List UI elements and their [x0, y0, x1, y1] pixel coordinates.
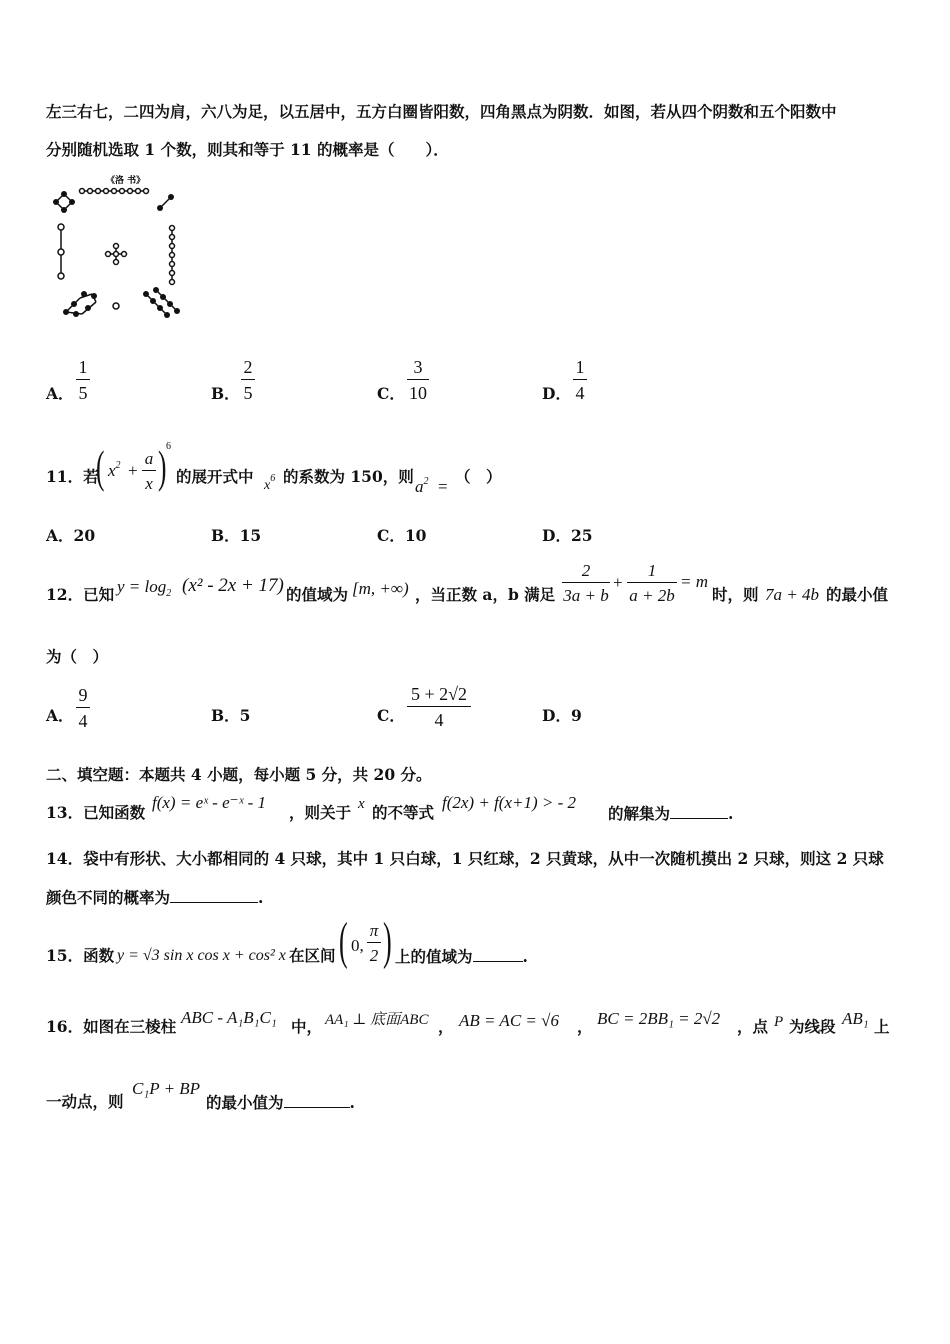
- q10-line2: 分别随机选取 1 个数，则其和等于 11 的概率是（ ）．: [46, 140, 449, 159]
- q14-answer-blank[interactable]: [170, 889, 258, 903]
- q15-answer-blank[interactable]: [473, 948, 523, 962]
- q11-expr-plus: +: [128, 461, 138, 480]
- q12-option-d[interactable]: D．9: [542, 706, 582, 725]
- q16-comma1: ，: [438, 1017, 454, 1036]
- q12-range: [m, +∞): [352, 579, 409, 598]
- q10-line1: 左三右七，二四为肩，六八为足，以五居中，五方白圈皆阳数，四角黑点为阴数．如图，若从四个阴数和五个阳数中: [46, 102, 837, 121]
- q11-text-a: 的展开式中: [176, 467, 254, 486]
- figure-title: 《洛 书》: [106, 176, 146, 186]
- q16-text-c: 为线段: [789, 1017, 836, 1036]
- q10-option-b-value: 2 5: [241, 358, 255, 402]
- q15-func: y = √3 sin x cos x + cos² x: [117, 947, 286, 964]
- q11-option-d[interactable]: D．25: [542, 526, 593, 545]
- q12-text-c: 时，则: [712, 585, 759, 604]
- q12-option-c-value: 5 + 2√2 4: [407, 685, 471, 729]
- q16-text-a: 中，: [291, 1017, 323, 1036]
- q13-answer-blank[interactable]: [670, 805, 728, 819]
- q12-frac1: 2 3a + b: [563, 561, 609, 605]
- q11-rparen: ): [158, 441, 167, 492]
- q15-rparen: ): [383, 913, 392, 970]
- q10-option-c-value: 3 10: [409, 357, 427, 403]
- q12-text-b: ，当正数 a，b 满足: [415, 585, 556, 604]
- q10-option-c[interactable]: C．: [377, 384, 405, 403]
- q12-line2: 为（ ）: [46, 647, 109, 666]
- q11-option-a[interactable]: A．20: [46, 526, 96, 545]
- section-2-title: 二、填空题：本题共 4 小题，每小题 5 分，共 20 分。: [46, 765, 432, 784]
- q11-expr-frac: a x: [142, 450, 156, 492]
- q16-eq2: BC = 2BB₁ = 2√2: [597, 1009, 721, 1028]
- q12-text-d: 的最小值: [826, 585, 889, 604]
- q11-option-b[interactable]: B．15: [211, 526, 262, 545]
- q12-func: $y = \log_2$: [117, 577, 172, 599]
- luoshu-figure: [46, 172, 196, 322]
- q11-a2: $a^2$: [415, 476, 429, 496]
- q15-lparen: (: [339, 913, 348, 970]
- q13-prefix: 13．已知函数: [46, 803, 146, 822]
- q11-expr-x: $x^2$: [108, 460, 121, 480]
- q16-text-d: 上: [874, 1017, 890, 1036]
- q13-text-b: 的不等式: [372, 803, 435, 822]
- q13-text-c: 的解集为 .: [608, 804, 734, 823]
- q12-plus: +: [613, 573, 623, 592]
- q12-option-a[interactable]: A．: [46, 706, 74, 725]
- q12-option-b[interactable]: B．5: [211, 706, 251, 725]
- q16-comma2: ，: [577, 1017, 593, 1036]
- q16-line2a: 一动点，则: [46, 1092, 124, 1111]
- q15-interval-open: 0,: [351, 936, 364, 955]
- q11-lparen: (: [96, 441, 105, 492]
- q16-text-b: ，点: [737, 1017, 769, 1036]
- q12-prefix: 12．已知: [46, 585, 115, 604]
- q10-option-a[interactable]: A．: [46, 384, 74, 403]
- q14-line1: 14．袋中有形状、大小都相同的 4 只球，其中 1 只白球，1 只红球，2 只黄球，从中一次随机摸出 2 只球，则这 2 只球: [46, 849, 884, 868]
- q11-eq: =: [438, 477, 448, 496]
- q15-text-a: 在区间: [289, 946, 336, 965]
- q12-expr: 7a + 4b: [765, 585, 819, 604]
- q12-frac2: 1 a + 2b: [627, 562, 677, 604]
- q11-option-c[interactable]: C．10: [377, 526, 427, 545]
- q15-prefix: 15．函数: [46, 946, 115, 965]
- q13-ineq: f(2x) + f(x+1) > - 2: [442, 793, 577, 812]
- q11-x6: $x^6$: [264, 473, 276, 493]
- q16-perp: AA₁ ⊥ 底面ABC: [325, 1012, 429, 1028]
- q12-option-c[interactable]: C．: [377, 706, 405, 725]
- q10-option-d[interactable]: D．: [542, 384, 571, 403]
- q10-option-b[interactable]: B．: [211, 384, 240, 403]
- q12-arg: (x² - 2x + 17): [182, 575, 284, 596]
- q15-text-b: 上的值域为 .: [395, 947, 528, 966]
- q11-paren: （ ）: [455, 467, 502, 486]
- q10-option-d-value: 1 4: [573, 358, 587, 402]
- q16-prism: ABC - A₁B₁C₁: [181, 1008, 277, 1027]
- q12-option-a-value: 9 4: [76, 686, 90, 730]
- q13-func: f(x) = eˣ - e⁻ˣ - 1: [152, 793, 267, 812]
- q16-p: P: [774, 1014, 784, 1030]
- q12-text-a: 的值域为: [286, 585, 349, 604]
- q13-text-a: ，则关于: [289, 803, 352, 822]
- q12-eq-m: = m: [680, 572, 708, 591]
- q10-option-a-value: 1 5: [76, 358, 90, 402]
- q16-eq1: AB = AC = √6: [459, 1011, 559, 1030]
- q15-pi-over-2: π 2: [367, 922, 381, 964]
- q14-line2: 颜色不同的概率为 .: [46, 888, 264, 907]
- q11-text-b: 的系数为 150，则: [283, 467, 414, 486]
- q16-prefix: 16．如图在三棱柱: [46, 1017, 177, 1036]
- q16-expr: C₁P + BP: [132, 1079, 201, 1098]
- q13-var: x: [358, 796, 365, 812]
- q16-line2b: 的最小值为 .: [206, 1093, 355, 1112]
- q16-seg: AB₁: [842, 1009, 869, 1028]
- q11-exp6: 6: [166, 441, 171, 452]
- q11-prefix: 11．若: [46, 467, 99, 486]
- q16-answer-blank[interactable]: [284, 1094, 350, 1108]
